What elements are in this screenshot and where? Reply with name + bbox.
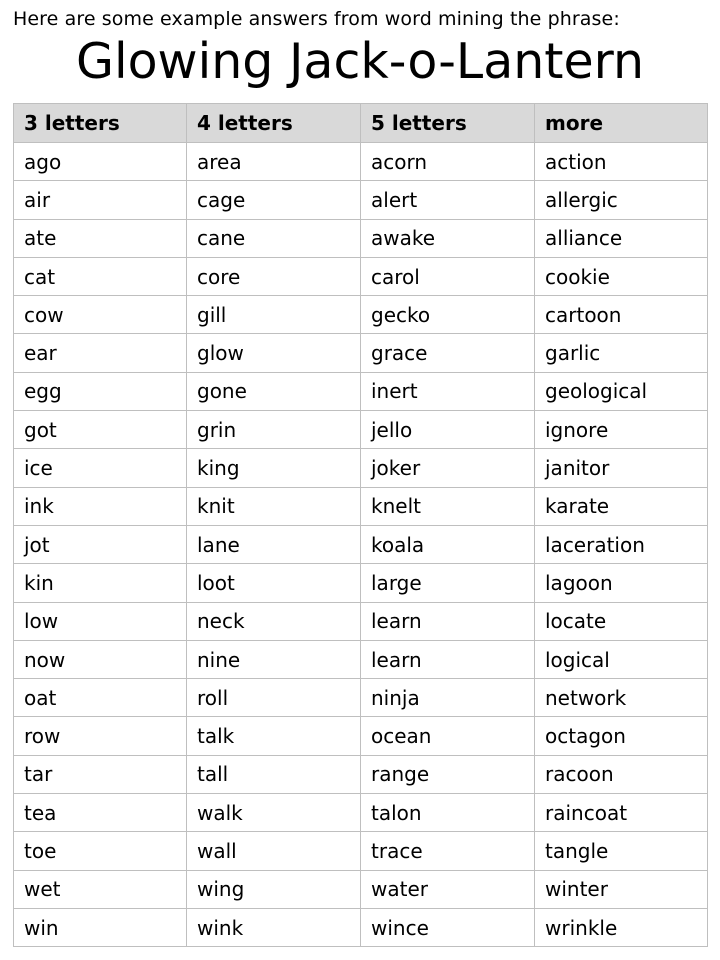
word-cell-4-letter: cage — [187, 181, 361, 219]
table-row — [14, 143, 708, 181]
header-4-letters: 4 letters — [187, 104, 361, 143]
word-cell-4-letter: wink — [187, 908, 361, 946]
word-table — [13, 103, 708, 947]
table-row — [14, 602, 708, 640]
table-row — [14, 181, 708, 219]
table-row — [14, 334, 708, 372]
word-cell-5-letter: range — [361, 755, 535, 793]
word-cell-more: cookie — [535, 257, 708, 295]
table-row — [14, 296, 708, 334]
word-cell-5-letter: talon — [361, 794, 535, 832]
word-cell-4-letter: roll — [187, 679, 361, 717]
word-cell-more: network — [535, 679, 708, 717]
word-cell-3-letter: air — [14, 181, 187, 219]
word-cell-5-letter: learn — [361, 640, 535, 678]
word-cell-3-letter: ago — [14, 143, 187, 181]
word-cell-5-letter: water — [361, 870, 535, 908]
word-cell-4-letter: tall — [187, 755, 361, 793]
word-cell-more: alliance — [535, 219, 708, 257]
word-cell-more: karate — [535, 487, 708, 525]
word-cell-4-letter: core — [187, 257, 361, 295]
word-cell-more: action — [535, 143, 708, 181]
word-cell-5-letter: large — [361, 564, 535, 602]
word-cell-3-letter: wet — [14, 870, 187, 908]
word-cell-3-letter: tea — [14, 794, 187, 832]
word-cell-4-letter: lane — [187, 525, 361, 563]
word-cell-5-letter: jello — [361, 411, 535, 449]
word-cell-5-letter: wince — [361, 908, 535, 946]
word-cell-5-letter: awake — [361, 219, 535, 257]
word-cell-3-letter: ear — [14, 334, 187, 372]
table-row — [14, 640, 708, 678]
word-cell-more: geological — [535, 372, 708, 410]
word-cell-more: tangle — [535, 832, 708, 870]
word-cell-5-letter: inert — [361, 372, 535, 410]
word-cell-5-letter: acorn — [361, 143, 535, 181]
word-cell-5-letter: knelt — [361, 487, 535, 525]
word-cell-3-letter: egg — [14, 372, 187, 410]
page-title: Glowing Jack-o-Lantern — [75, 33, 645, 90]
word-cell-more: racoon — [535, 755, 708, 793]
table-row — [14, 679, 708, 717]
word-cell-more: logical — [535, 640, 708, 678]
word-cell-4-letter: wall — [187, 832, 361, 870]
table-row — [14, 411, 708, 449]
word-cell-more: wrinkle — [535, 908, 708, 946]
word-cell-4-letter: gone — [187, 372, 361, 410]
table-row — [14, 257, 708, 295]
word-cell-5-letter: learn — [361, 602, 535, 640]
word-cell-4-letter: glow — [187, 334, 361, 372]
word-cell-3-letter: cat — [14, 257, 187, 295]
word-cell-more: allergic — [535, 181, 708, 219]
word-cell-5-letter: trace — [361, 832, 535, 870]
table-row — [14, 372, 708, 410]
word-cell-4-letter: loot — [187, 564, 361, 602]
word-cell-4-letter: walk — [187, 794, 361, 832]
word-cell-3-letter: kin — [14, 564, 187, 602]
word-cell-4-letter: gill — [187, 296, 361, 334]
table-row — [14, 832, 708, 870]
word-cell-3-letter: win — [14, 908, 187, 946]
word-cell-3-letter: now — [14, 640, 187, 678]
word-cell-more: winter — [535, 870, 708, 908]
table-row — [14, 870, 708, 908]
word-cell-more: cartoon — [535, 296, 708, 334]
header-more: more — [535, 104, 708, 143]
table-row — [14, 487, 708, 525]
word-cell-4-letter: wing — [187, 870, 361, 908]
word-cell-more: locate — [535, 602, 708, 640]
word-cell-more: raincoat — [535, 794, 708, 832]
intro-text: Here are some example answers from word mining the phrase: — [13, 8, 620, 30]
header-row — [14, 104, 708, 143]
word-cell-more: octagon — [535, 717, 708, 755]
table-row — [14, 794, 708, 832]
word-cell-4-letter: area — [187, 143, 361, 181]
word-cell-5-letter: joker — [361, 449, 535, 487]
table-row — [14, 219, 708, 257]
word-cell-4-letter: cane — [187, 219, 361, 257]
word-cell-4-letter: grin — [187, 411, 361, 449]
word-cell-5-letter: ninja — [361, 679, 535, 717]
word-cell-3-letter: toe — [14, 832, 187, 870]
word-cell-4-letter: talk — [187, 717, 361, 755]
word-cell-4-letter: knit — [187, 487, 361, 525]
word-cell-3-letter: ink — [14, 487, 187, 525]
word-cell-more: laceration — [535, 525, 708, 563]
table-row — [14, 564, 708, 602]
word-cell-5-letter: koala — [361, 525, 535, 563]
word-cell-5-letter: grace — [361, 334, 535, 372]
word-cell-more: ignore — [535, 411, 708, 449]
word-cell-4-letter: neck — [187, 602, 361, 640]
word-cell-5-letter: carol — [361, 257, 535, 295]
word-cell-more: garlic — [535, 334, 708, 372]
word-cell-3-letter: cow — [14, 296, 187, 334]
word-cell-3-letter: ice — [14, 449, 187, 487]
table-row — [14, 717, 708, 755]
word-cell-3-letter: oat — [14, 679, 187, 717]
table-row — [14, 525, 708, 563]
word-cell-more: janitor — [535, 449, 708, 487]
word-cell-5-letter: ocean — [361, 717, 535, 755]
word-rows — [14, 143, 708, 947]
word-cell-3-letter: jot — [14, 525, 187, 563]
word-cell-4-letter: king — [187, 449, 361, 487]
header-5-letters: 5 letters — [361, 104, 535, 143]
table-row — [14, 755, 708, 793]
table-row — [14, 908, 708, 946]
word-cell-3-letter: row — [14, 717, 187, 755]
word-cell-more: lagoon — [535, 564, 708, 602]
word-cell-3-letter: ate — [14, 219, 187, 257]
word-cell-4-letter: nine — [187, 640, 361, 678]
word-cell-3-letter: tar — [14, 755, 187, 793]
word-cell-5-letter: gecko — [361, 296, 535, 334]
word-cell-5-letter: alert — [361, 181, 535, 219]
header-3-letters: 3 letters — [14, 104, 187, 143]
word-cell-3-letter: got — [14, 411, 187, 449]
word-cell-3-letter: low — [14, 602, 187, 640]
table-row — [14, 449, 708, 487]
